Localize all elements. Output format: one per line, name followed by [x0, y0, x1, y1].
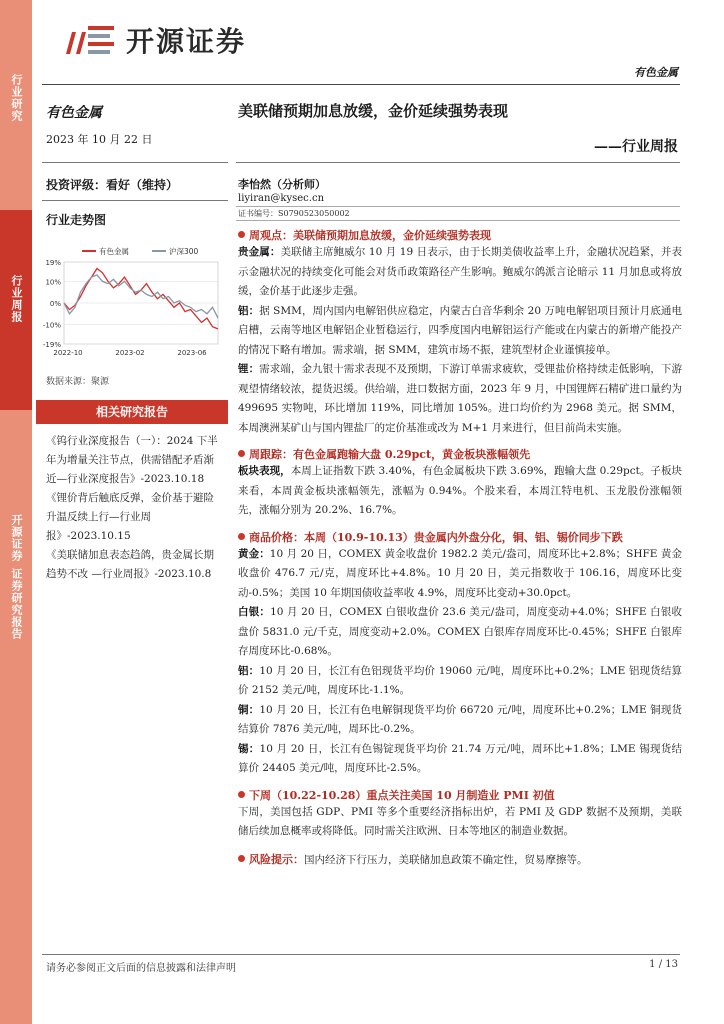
para-text: 10 月 20 日，长江有色电解铜现货平均价 66720 元/吨，周度环比+0.2%；LME 铜现货结算价 7876 美元/吨，周环比-0.2%。 [238, 703, 682, 735]
para-text: 据 SMM，周内国内电解铝供应稳定，内蒙古白音华剩余 20 万吨电解铝项目预计月底通电启槽，云南等地区电解铝企业暂稳运行，四季度国内电解铝运行产能或在内蒙古的新增产能投产的情况下略有增加。需求端，据 SMM，建筑市场不振，建筑型材企业谨慎接单。 [238, 304, 682, 356]
report-subtitle: ——行业周报 [594, 139, 678, 155]
chart-lines [64, 269, 218, 329]
chart-y-tick-label: -19% [42, 341, 61, 349]
logo-icon [62, 20, 120, 60]
bullet-icon [238, 450, 245, 457]
main-rule-3 [236, 220, 680, 221]
related-report-item[interactable]: 《锂价背后触底反弹，金价基于避险升温反续上行—行业周报》-2023.10.15 [46, 492, 214, 542]
section-heading-weekly-tracking [238, 446, 682, 462]
chart-y-labels [43, 259, 61, 349]
para-text: 需求端，金九银十需求表现不及预期，下游订单需求疲软，受锂盐价格持续走低影响，下游观望情绪较浓，提货迟缓。供给端，进口数据方面，2023 年 9 月，中国锂辉石精矿进口量约为 499695 实物吨，环比增加 119%，同比增加 105%。进口均价约为 2968 美元。据 SMM，本周澳洲某矿山与国内锂盐厂的定价基准或改为 M+1 月来进行，但目前尚未实施。 [238, 363, 683, 434]
chart-legend [82, 246, 199, 256]
section-heading-text: 周跟踪：有色金属跑输大盘 0.29pct，黄金板块涨幅领先 [249, 448, 531, 461]
chart-x-labels [53, 349, 207, 357]
paragraph-aluminum [238, 302, 682, 361]
data-source: 数据来源：聚源 [46, 377, 110, 387]
para-label: 铝： [238, 664, 260, 677]
chart-y-tick-label: 0% [49, 300, 61, 308]
related-reports-title [36, 400, 228, 424]
industry-name: 有色金属 [46, 105, 102, 121]
chart-y-tick-label: -10% [42, 321, 61, 330]
main-rule-2 [236, 206, 680, 207]
risk-text: 国内经济下行压力，美联储加息政策不确定性，贸易摩擦等。 [304, 853, 588, 866]
sidebar-industry-research [0, 0, 32, 210]
paragraph-aluminum-price [238, 662, 682, 701]
paragraph-silver [238, 603, 682, 662]
para-label: 锡： [238, 742, 260, 755]
left-rule-2 [42, 200, 228, 201]
chart-series-line-0 [64, 269, 218, 329]
analyst-cert: 证书编号：S0790523050002 [238, 209, 350, 218]
para-text: 10 月 20 日，长江有色铝现货平均价 19060 元/吨，周度环比+0.2%；LME 铝现货结算价 2152 美元/吨，周度环比-1.1%。 [238, 664, 682, 696]
section-heading-weekly-view [238, 227, 682, 243]
section-heading-commodity-prices [238, 529, 682, 545]
bullet-icon [238, 791, 245, 798]
report-date: 2023 年 10 月 22 日 [46, 133, 153, 146]
page-number: 1 / 13 [649, 959, 678, 970]
chart-legend-label: 沪深300 [169, 247, 199, 256]
logo-text: 开源证券 [126, 25, 247, 58]
chart-x-tick-label: 2023-06 [177, 349, 207, 357]
sidebar-label-weekly: 行业周报 [10, 275, 23, 323]
risk-warning [238, 850, 682, 871]
para-label: 铝： [238, 304, 260, 317]
related-reports-list [46, 432, 224, 584]
para-text: 10 月 20 日，COMEX 白银收盘价 23.6 美元/盎司，周度变动+4.0%；SHFE 白银收盘价 5831.0 元/千克，周度变动+2.0%。COMEX 白银库存周度环比-0.45%；SHFE 白银库存周度环比-0.68%。 [238, 606, 683, 657]
sidebar-securities [0, 410, 32, 1024]
related-reports-label: 相关研究报告 [95, 405, 168, 419]
paragraph-sector-performance [238, 462, 682, 521]
report-title: 美联储预期加息放缓，金价延续强势表现 [238, 102, 509, 120]
paragraph-lithium [238, 360, 682, 438]
header-category: 有色金属 [634, 66, 678, 79]
paragraph-precious-metals [238, 243, 682, 302]
para-text: 下周，美国包括 GDP、PMI 等多个重要经济指标出炉，若 PMI 及 GDP 数据不及预期，美联储后续加息概率或将降低。同时需关注欧洲、日本等地区的制造业数据。 [238, 805, 682, 837]
sidebar-label-report: 证券研究报告 [10, 568, 23, 640]
investment-rating: 投资评级：看好（维持） [46, 178, 179, 192]
para-text: 美联储主席鲍威尔 10 月 19 日表示，由于长期美债收益率上升，金融状况趋紧，并表示金融状况的持续变化可能会对货币政策路径产生影响。鲍威尔鸽派言论暗示 11 月加息或将放缓，金价基于此逐步走强。 [238, 246, 682, 297]
paragraph-copper-price [238, 701, 682, 740]
chart-x-tick-label: 2022-10 [53, 349, 83, 357]
chart-y-tick-label: 19% [45, 259, 61, 267]
para-label: 板块表现， [238, 465, 291, 477]
para-label: 贵金属： [238, 246, 281, 258]
paragraph-tin-price [238, 740, 682, 779]
left-rule-1 [42, 162, 228, 163]
chart-x-tick-label: 2023-02 [115, 349, 145, 357]
related-report-item[interactable]: 《美联储加息表态趋鸽，贵金属长期趋势不改 —行业周报》-2023.10.8 [46, 549, 214, 580]
risk-label: 风险提示： [249, 852, 304, 866]
bullet-icon [238, 855, 245, 862]
analyst-name: 李怡然（分析师） [238, 178, 326, 191]
para-label: 锂： [238, 363, 260, 375]
main-body [238, 227, 682, 870]
para-label: 黄金： [238, 547, 270, 560]
para-label: 白银： [238, 606, 271, 618]
industry-trend-chart [34, 240, 230, 362]
footer-disclaimer: 请务必参阅正文后面的信息披露和法律声明 [46, 963, 236, 974]
footer-rule [42, 954, 680, 955]
paragraph-gold [238, 545, 682, 604]
section-heading-text: 下周（10.22-10.28）重点关注美国 10 月制造业 PMI 初值 [249, 788, 555, 802]
para-text: 10 月 20 日，COMEX 黄金收盘价 1982.2 美元/盎司，周度环比+2.8%；SHFE 黄金收盘价 476.7 元/克，周度环比+4.8%。10 月 20 日，美元指数收于 106.16，周度环比变动-0.5%；美国 10 年期国债收益率收 4.9%，周度环比变动+30.0pct。 [238, 547, 683, 599]
bullet-icon [238, 533, 245, 540]
header-rule [42, 84, 680, 85]
paragraph-next-week [238, 803, 682, 842]
sidebar-label-kysec: 开源证券 [10, 514, 23, 562]
main-rule-1 [236, 162, 680, 163]
trend-chart-title: 行业走势图 [46, 213, 107, 227]
section-heading-next-week [238, 787, 682, 803]
section-heading-text: 周观点：美联储预期加息放缓，金价延续强势表现 [249, 229, 491, 242]
logo [62, 20, 246, 60]
sidebar-weekly-report [0, 210, 32, 410]
chart-y-tick-label: 10% [45, 278, 61, 287]
chart-legend-label: 有色金属 [99, 247, 129, 256]
para-text: 10 月 20 日，长江有色锡锭现货平均价 21.74 万元/吨，周环比+1.8%；LME 锡现货结算价 24405 美元/吨，周度环比-2.5%。 [238, 742, 683, 774]
bullet-icon [238, 231, 245, 238]
para-label: 铜： [238, 703, 260, 716]
related-report-item[interactable]: 《钨行业深度报告（一）：2024 下半年为增量关注节点，供需错配矛盾渐近—行业深度报告》-2023.10.18 [46, 435, 218, 485]
para-text: 本周上证指数下跌 3.40%，有色金属板块下跌 3.69%，跑输大盘 0.29pct。子板块来看，本周黄金板块涨幅领先，涨幅为 0.94%。个股来看，本周江特电机、玉龙股份涨幅领先，涨幅分别为 20.2%、16.7%。 [238, 465, 682, 516]
sidebar-label-research: 行业研究 [10, 74, 23, 122]
chart-grid [64, 262, 218, 344]
analyst-email[interactable]: liyiran@kysec.cn [238, 193, 325, 204]
section-heading-text: 商品价格：本周（10.9-10.13）贵金属内外盘分化，铜、铝、锡价同步下跌 [249, 530, 623, 544]
